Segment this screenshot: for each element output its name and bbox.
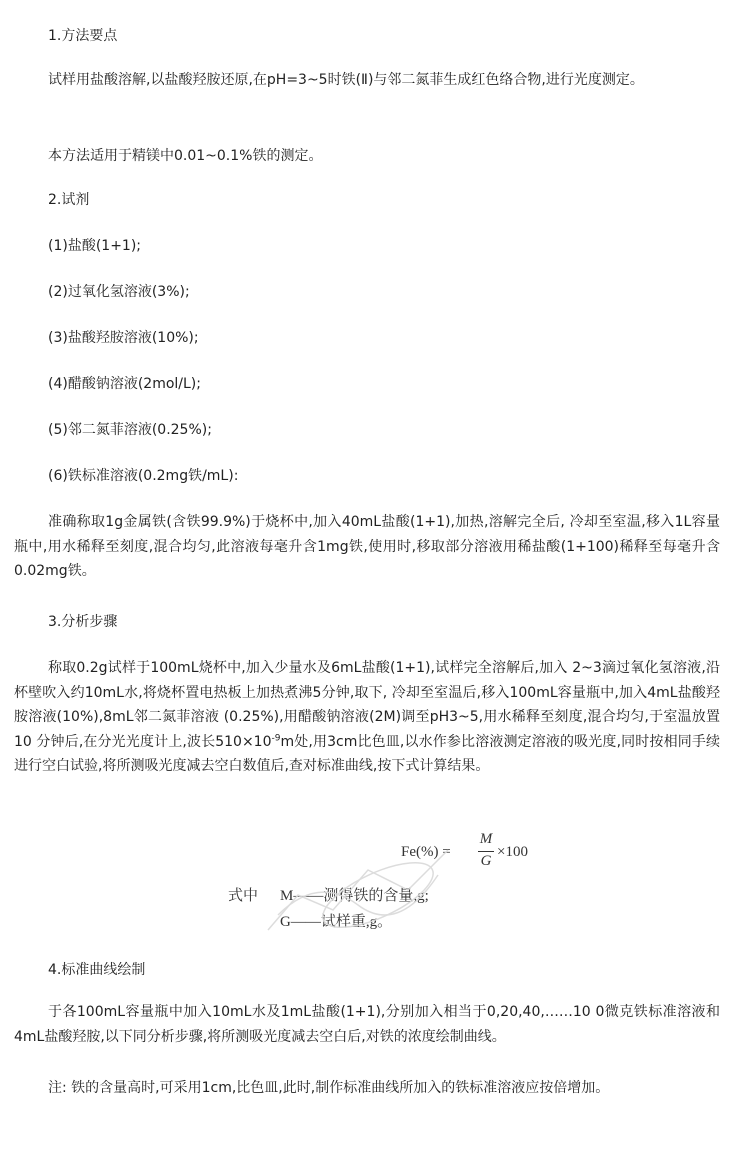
formula-g-definition: G——试样重,g。 — [280, 914, 393, 930]
note-paragraph: 注: 铁的含量高时,可采用1cm,比色皿,此时,制作标准曲线所加入的铁标准溶液应按倍增加。 — [48, 1080, 610, 1096]
procedure-paragraph — [14, 656, 720, 779]
section-heading-procedure: 3.分析步骤 — [48, 614, 118, 630]
fraction-bar — [478, 851, 494, 852]
formula-lhs: Fe(%) = — [401, 844, 451, 860]
formula-where-label: 式中 — [228, 888, 259, 904]
procedure-text-b: m处,用3cm比色皿,以水作参比溶液测定溶液的吸光度,同时按相同手续进行空白试验,将所测吸光度减去空白数值后,查对标准曲线,按下式计算结果。 — [14, 733, 720, 774]
formula-m-definition: M——测得铁的含量,g; — [280, 888, 429, 904]
section-heading-reagents: 2.试剂 — [48, 192, 90, 208]
section-heading-calibration: 4.标准曲线绘制 — [48, 962, 146, 978]
reagent-item-5: (5)邻二氮菲溶液(0.25%); — [48, 422, 212, 438]
reagent-prep-paragraph: 准确称取1g金属铁(含铁99.9%)于烧杯中,加入40mL盐酸(1+1),加热,溶解完全后, 冷却至室温,移入1L容量瓶中,用水稀释至刻度,混合均匀,此溶液每毫升含1mg铁,使用时,移取部分溶液用稀盐酸(1+100)稀释至每毫升含0.02mg铁。 — [14, 514, 720, 579]
procedure-exponent: -9 — [271, 732, 281, 743]
reagent-item-2: (2)过氧化氢溶液(3%); — [48, 284, 190, 300]
scope-paragraph: 本方法适用于精镁中0.01~0.1%铁的测定。 — [48, 148, 323, 164]
reagent-item-3: (3)盐酸羟胺溶液(10%); — [48, 330, 199, 346]
formula-rhs: ×100 — [497, 844, 528, 860]
section-heading-method: 1.方法要点 — [48, 28, 118, 44]
procedure-text-a: 称取0.2g试样于100mL烧杯中,加入少量水及6mL盐酸(1+1),试样完全溶解后,加入 2~3滴过氧化氢溶液,沿杯壁吹入约10mL水,将烧杯置电热板上加热煮沸5分钟,取下, 冷却至室温后,移入100mL容量瓶中,加入4mL盐酸羟胺溶液(10%),8mL邻二氮菲溶液 (0.25%),用醋酸钠溶液(2M)调至pH3~5,用水稀释至刻度,混合均匀,于室温放置10 分钟后,在分光光度计上,波长510×10 — [14, 660, 720, 750]
reagent-item-1: (1)盐酸(1+1); — [48, 238, 142, 254]
reagent-item-4: (4)醋酸钠溶液(2mol/L); — [48, 376, 201, 392]
calibration-paragraph: 于各100mL容量瓶中加入10mL水及1mL盐酸(1+1),分别加入相当于0,20,40,……10 0微克铁标准溶液和4mL盐酸羟胺,以下同分析步骤,将所测吸光度减去空白后,对铁的浓度绘制曲线。 — [14, 1004, 720, 1045]
reagent-item-6: (6)铁标准溶液(0.2mg铁/mL): — [48, 468, 239, 484]
method-paragraph: 试样用盐酸溶解,以盐酸羟胺还原,在pH=3~5时铁(Ⅱ)与邻二氮菲生成红色络合物,进行光度测定。 — [48, 72, 644, 88]
formula-denominator: G — [480, 853, 492, 869]
formula-block — [0, 830, 730, 940]
formula-numerator: M — [479, 831, 493, 847]
